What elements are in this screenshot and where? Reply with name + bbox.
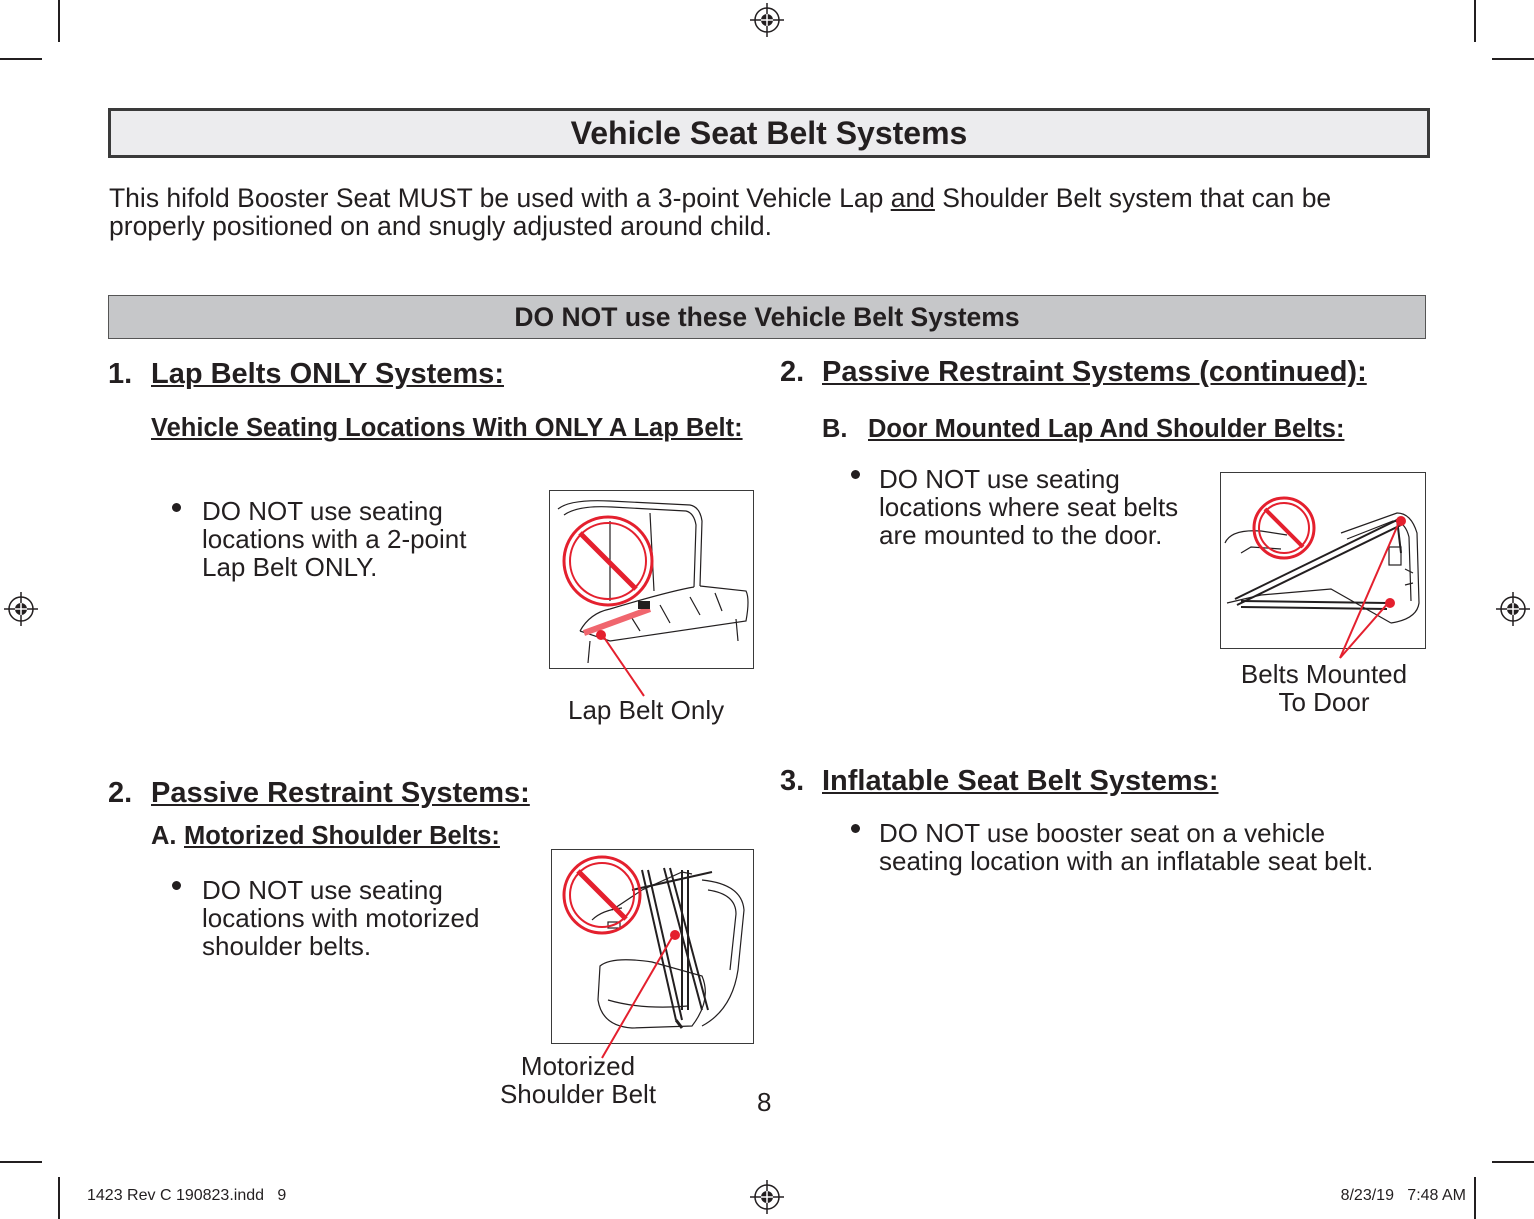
intro-paragraph bbox=[109, 184, 1429, 240]
bullet-text-door-mounted: DO NOT use seating locations where seat belts are mounted to the door. bbox=[879, 464, 1179, 550]
crop-mark-bottom-right-vertical bbox=[1474, 1177, 1476, 1219]
registration-mark-icon bbox=[750, 3, 784, 37]
page-title: Vehicle Seat Belt Systems bbox=[108, 108, 1430, 158]
section-heading-passive: Passive Restraint Systems: bbox=[151, 777, 530, 809]
warning-banner: DO NOT use these Vehicle Belt Systems bbox=[108, 295, 1426, 339]
crop-mark-bottom-left-horizontal bbox=[0, 1161, 42, 1163]
bullet-dot bbox=[172, 881, 181, 890]
caption-lap-belt-only: Lap Belt Only bbox=[568, 695, 725, 725]
section-number: 1. bbox=[108, 358, 133, 390]
slug-file-name: 1423 Rev C 190823.indd 9 bbox=[87, 1187, 287, 1204]
leader-line bbox=[590, 630, 650, 700]
subheading-motorized: Motorized Shoulder Belts: bbox=[184, 822, 500, 850]
section-number: 3. bbox=[780, 765, 805, 797]
caption-belts-mounted-to-door: Belts Mounted To Door bbox=[1240, 659, 1408, 717]
section-number: 2. bbox=[108, 777, 133, 809]
bullet-dot bbox=[851, 470, 860, 479]
crop-mark-top-left-horizontal bbox=[0, 58, 42, 60]
registration-mark-icon bbox=[4, 592, 38, 626]
lap-belt-illustration bbox=[549, 490, 754, 669]
crop-mark-bottom-left-vertical bbox=[58, 1177, 60, 1219]
caption-motorized-shoulder-belt: Motorized Shoulder Belt bbox=[499, 1051, 657, 1109]
crop-mark-top-right-vertical bbox=[1474, 0, 1476, 42]
section-heading-inflatable: Inflatable Seat Belt Systems: bbox=[822, 765, 1219, 797]
bullet-text-inflatable: DO NOT use booster seat on a vehicle seating location with an inflatable seat belt. bbox=[879, 818, 1374, 876]
section-heading-passive-continued: Passive Restraint Systems (continued): bbox=[822, 356, 1367, 388]
intro-text-after: Shoulder Belt system that can be properly positioned on and snugly adjusted around child. bbox=[109, 183, 1332, 241]
sub-letter: A. bbox=[151, 822, 177, 850]
bullet-dot bbox=[851, 824, 860, 833]
subheading-lap-only: Vehicle Seating Locations With ONLY A Lap Belt: bbox=[151, 414, 743, 442]
intro-underlined-word: and bbox=[890, 183, 935, 213]
bullet-text-lap-only: DO NOT use seating locations with a 2-point Lap Belt ONLY. bbox=[202, 496, 467, 582]
intro-text-before: This hifold Booster Seat MUST be used with a 3-point Vehicle Lap bbox=[109, 183, 891, 213]
bullet-text-motorized: DO NOT use seating locations with motorized shoulder belts. bbox=[202, 875, 480, 961]
section-heading-lap-only: Lap Belts ONLY Systems: bbox=[151, 358, 504, 390]
subheading-door-mounted: Door Mounted Lap And Shoulder Belts: bbox=[868, 415, 1345, 443]
leader-line bbox=[596, 930, 680, 1062]
crop-mark-bottom-right-horizontal bbox=[1492, 1161, 1534, 1163]
bullet-dot bbox=[172, 503, 181, 512]
sub-letter: B. bbox=[822, 415, 848, 443]
section-number: 2. bbox=[780, 356, 805, 388]
crop-mark-top-right-horizontal bbox=[1492, 58, 1534, 60]
registration-mark-icon bbox=[1496, 592, 1530, 626]
crop-mark-top-left-vertical bbox=[58, 0, 60, 42]
leader-line bbox=[1330, 516, 1410, 662]
page-number: 8 bbox=[757, 1087, 772, 1117]
registration-mark-icon bbox=[750, 1180, 784, 1214]
slug-date-time: 8/23/19 7:48 AM bbox=[1340, 1187, 1466, 1204]
